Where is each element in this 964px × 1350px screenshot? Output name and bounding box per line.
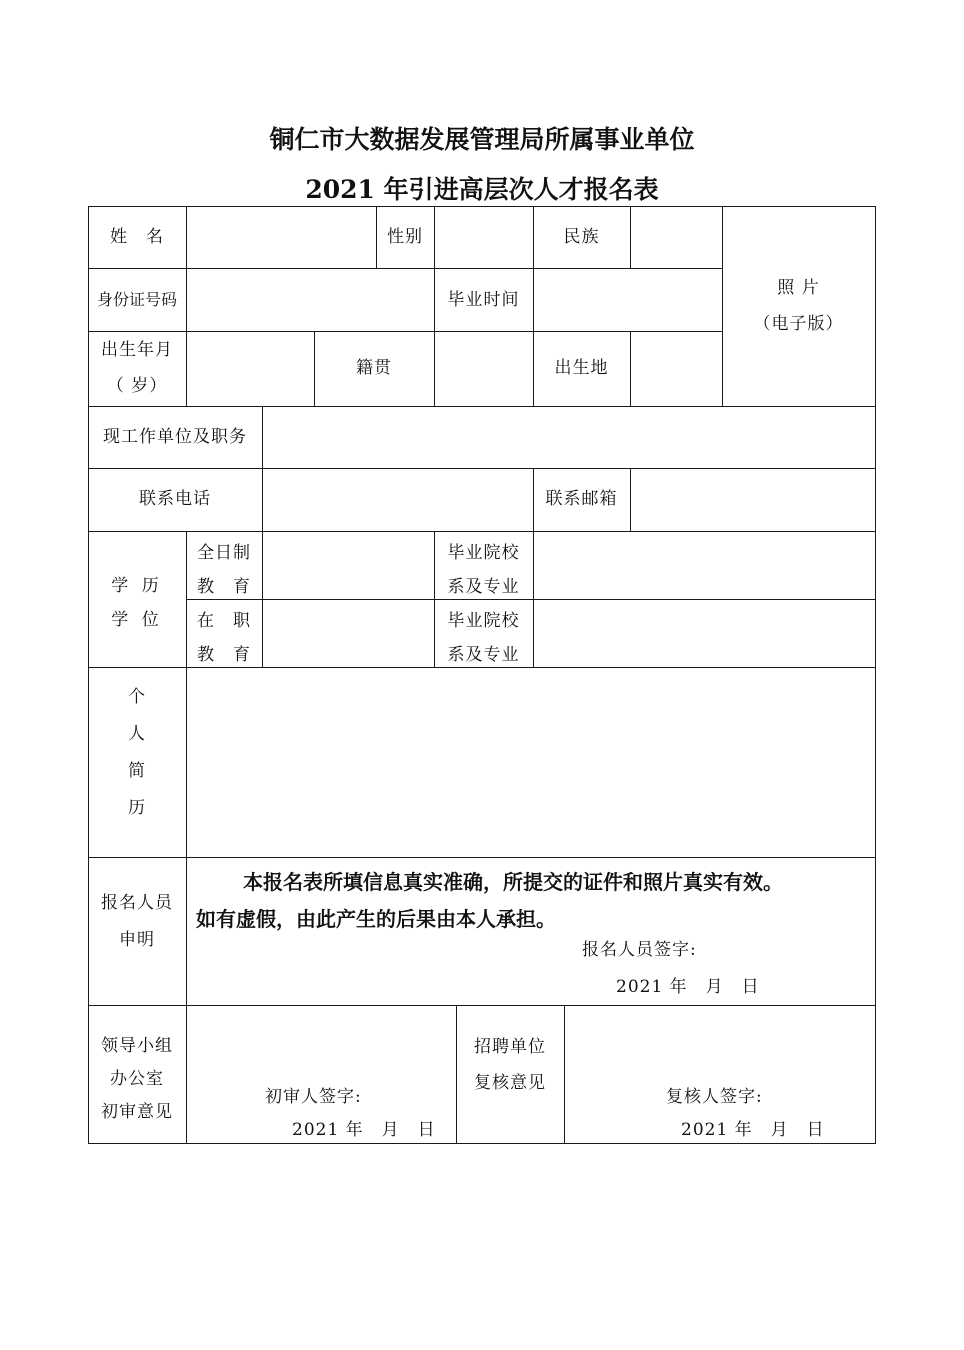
- initial-reviewer-signature-label: 初审人签字:: [265, 1087, 362, 1107]
- work-unit-label: 现工作单位及职务: [103, 427, 247, 447]
- row-rule: [88, 268, 722, 269]
- table-border-top: [88, 206, 876, 207]
- declaration-label-2: 申明: [119, 930, 155, 950]
- name-label: 姓 名: [110, 227, 164, 247]
- table-border-right: [875, 206, 876, 1144]
- col-rule: [630, 331, 631, 406]
- declaration-text-line2: 如有虚假，由此产生的后果由本人承担。: [196, 907, 556, 931]
- form-title-line2: 2021 年引进高层次人才报名表: [305, 175, 659, 204]
- initial-review-label-2: 办公室: [110, 1069, 164, 1089]
- native-place-label: 籍贯: [356, 358, 392, 378]
- school-major-label-2: 系及专业: [447, 645, 520, 665]
- col-rule: [262, 531, 263, 667]
- resume-label-char: 历: [128, 798, 146, 818]
- recheck-label-2: 复核意见: [474, 1073, 546, 1093]
- col-rule: [456, 1005, 457, 1143]
- email-label: 联系邮箱: [545, 489, 618, 509]
- form-title-line1: 铜仁市大数据发展管理局所属事业单位: [269, 125, 695, 154]
- photo-note: （电子版）: [753, 314, 844, 334]
- school-major-label: 毕业院校: [447, 543, 520, 563]
- birth-date-label: 出生年月: [101, 340, 173, 360]
- fulltime-label-2: 教 育: [197, 577, 251, 597]
- initial-review-label: 领导小组: [101, 1036, 173, 1056]
- initial-reviewer-date: 2021 年 月 日: [292, 1120, 436, 1140]
- degree-label: 学 位: [111, 610, 163, 630]
- row-rule: [88, 531, 876, 532]
- id-number-label: 身份证号码: [96, 290, 177, 309]
- resume-label-char: 人: [128, 724, 146, 744]
- gender-label: 性别: [387, 227, 423, 247]
- col-rule: [564, 1005, 565, 1143]
- age-label: （ 岁）: [106, 376, 168, 396]
- resume-label-char: 简: [128, 761, 146, 781]
- inservice-label: 在 职: [197, 611, 251, 631]
- row-rule: [88, 331, 722, 332]
- school-major-label-2: 系及专业: [447, 577, 520, 597]
- applicant-signature-label: 报名人员签字:: [582, 940, 697, 960]
- declaration-label: 报名人员: [101, 893, 173, 913]
- col-rule: [722, 206, 723, 406]
- col-rule: [262, 406, 263, 531]
- fulltime-label: 全日制: [197, 543, 251, 563]
- school-major-label: 毕业院校: [447, 611, 520, 631]
- graduation-time-label: 毕业时间: [447, 290, 520, 310]
- rechecker-signature-label: 复核人签字:: [666, 1087, 763, 1107]
- row-rule: [88, 406, 876, 407]
- recheck-label: 招聘单位: [474, 1037, 546, 1057]
- row-rule: [88, 667, 876, 668]
- col-rule: [630, 206, 631, 268]
- rechecker-date: 2021 年 月 日: [681, 1120, 825, 1140]
- resume-label-char: 个: [128, 687, 146, 707]
- birthplace-label: 出生地: [554, 358, 609, 378]
- table-border-bottom: [88, 1143, 876, 1144]
- photo-label: 照 片: [777, 278, 820, 298]
- row-rule: [88, 468, 876, 469]
- col-rule: [630, 468, 631, 531]
- applicant-signature-date: 2021 年 月 日: [616, 977, 760, 997]
- row-rule: [88, 1005, 876, 1006]
- col-rule: [186, 206, 187, 406]
- declaration-text-line1: 本报名表所填信息真实准确，所提交的证件和照片真实有效。: [243, 870, 783, 894]
- col-rule: [533, 531, 534, 667]
- inservice-label-2: 教 育: [197, 645, 251, 665]
- initial-review-label-3: 初审意见: [101, 1102, 173, 1122]
- education-label: 学 历: [111, 576, 163, 596]
- ethnicity-label: 民族: [563, 227, 600, 247]
- row-rule: [88, 857, 876, 858]
- row-rule: [186, 599, 876, 600]
- phone-label: 联系电话: [139, 489, 211, 509]
